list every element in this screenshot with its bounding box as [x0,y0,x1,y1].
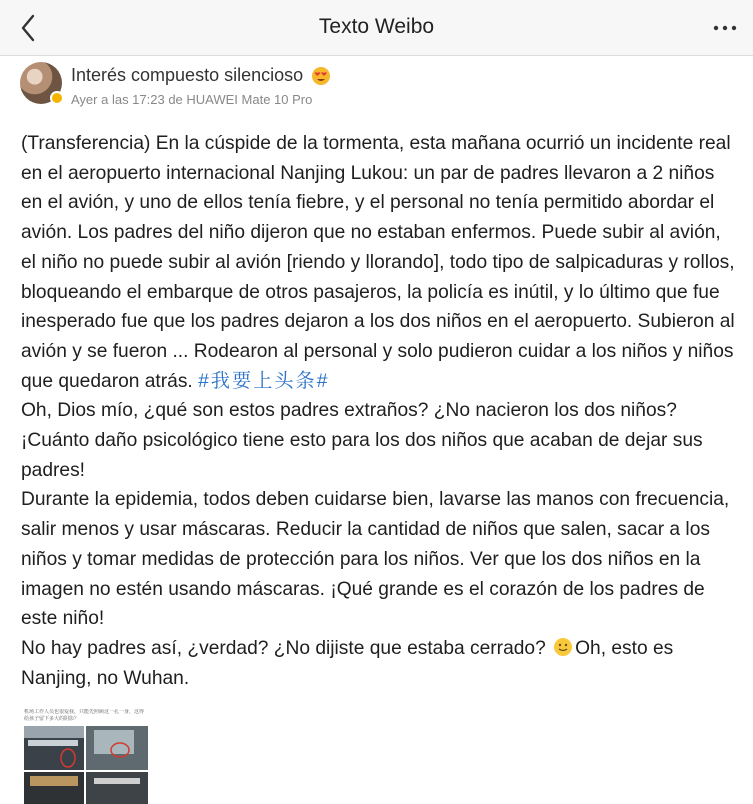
post-text: No hay padres así, ¿verdad? ¿No dijiste que estaba cerrado? [21,637,546,659]
post-timestamp: Ayer a las 17:23 de HUAWEI Mate 10 Pro [71,92,313,107]
post-text: (Transferencia) En la cúspide de la tormenta, esta mañana ocurrió un incidente real en el aeropuerto internacional Nanjing Lukou: un par de padres llevaron a 2 niños en el avión, y uno de ellos tenía fiebre, y el personal no tenía permitido abordar el avión. Los padres del niño dijeron que no estaban enfermos. Puede subir al avión, el niño no puede subir al avión [riendo y llorando], todo tipo de salpicaduras y rollos, bloqueando el embarque de otros pasajeros, la policía es inútil, y lo último que fue inesperado fue que los padres dejaron a los dos niños en el aeropuerto. Subieron al avión y se fueron ... Rodearon al personal y solo pudieron cuidar a los niños y niños que quedaron atrás. [21,133,735,392]
post-paragraph [21,129,736,396]
post-paragraph: Durante la epidemia, todos deben cuidarse bien, lavarse las manos con frecuencia, salir menos y usar máscaras. Reducir la cantidad de niños que salen, sacar a los niños y tomar medidas de protección para los niños. Ver que los dos niños en la imagen no estén usando máscaras. ¡Qué grande es el corazón de los padres de este niño! [21,489,730,630]
top-navbar [0,0,753,56]
post-paragraph [21,634,736,693]
post-header [20,62,733,114]
image-caption: 机场工作人员也很爱我，只能先照顾这一孔一身，这得给孩子留下多大的阴影？ [24,709,148,726]
page-title: Texto Weibo [318,15,435,38]
author-name[interactable]: Interés compuesto silencioso [71,65,304,85]
post-paragraph: Oh, Dios mío, ¿qué son estos padres extraños? ¿No nacieron los dos niños? ¡Cuánto daño psicológico tiene esto para los dos niños que acaban de dejar sus padres! [21,400,703,481]
more-dots-icon [713,25,737,31]
heart-eyes-emoji-icon [311,66,331,86]
hashtag-link[interactable]: #我要上头条# [198,370,330,392]
smile-emoji-icon [553,637,573,657]
post-image[interactable] [24,709,148,804]
post-body [21,129,736,693]
image-thumbnails-icon [24,726,148,804]
verified-badge-icon [50,91,64,105]
post-text: Oh, esto es Nanjing, no Wuhan. [21,637,674,689]
username-row [71,65,331,86]
more-options-button[interactable] [709,12,741,44]
